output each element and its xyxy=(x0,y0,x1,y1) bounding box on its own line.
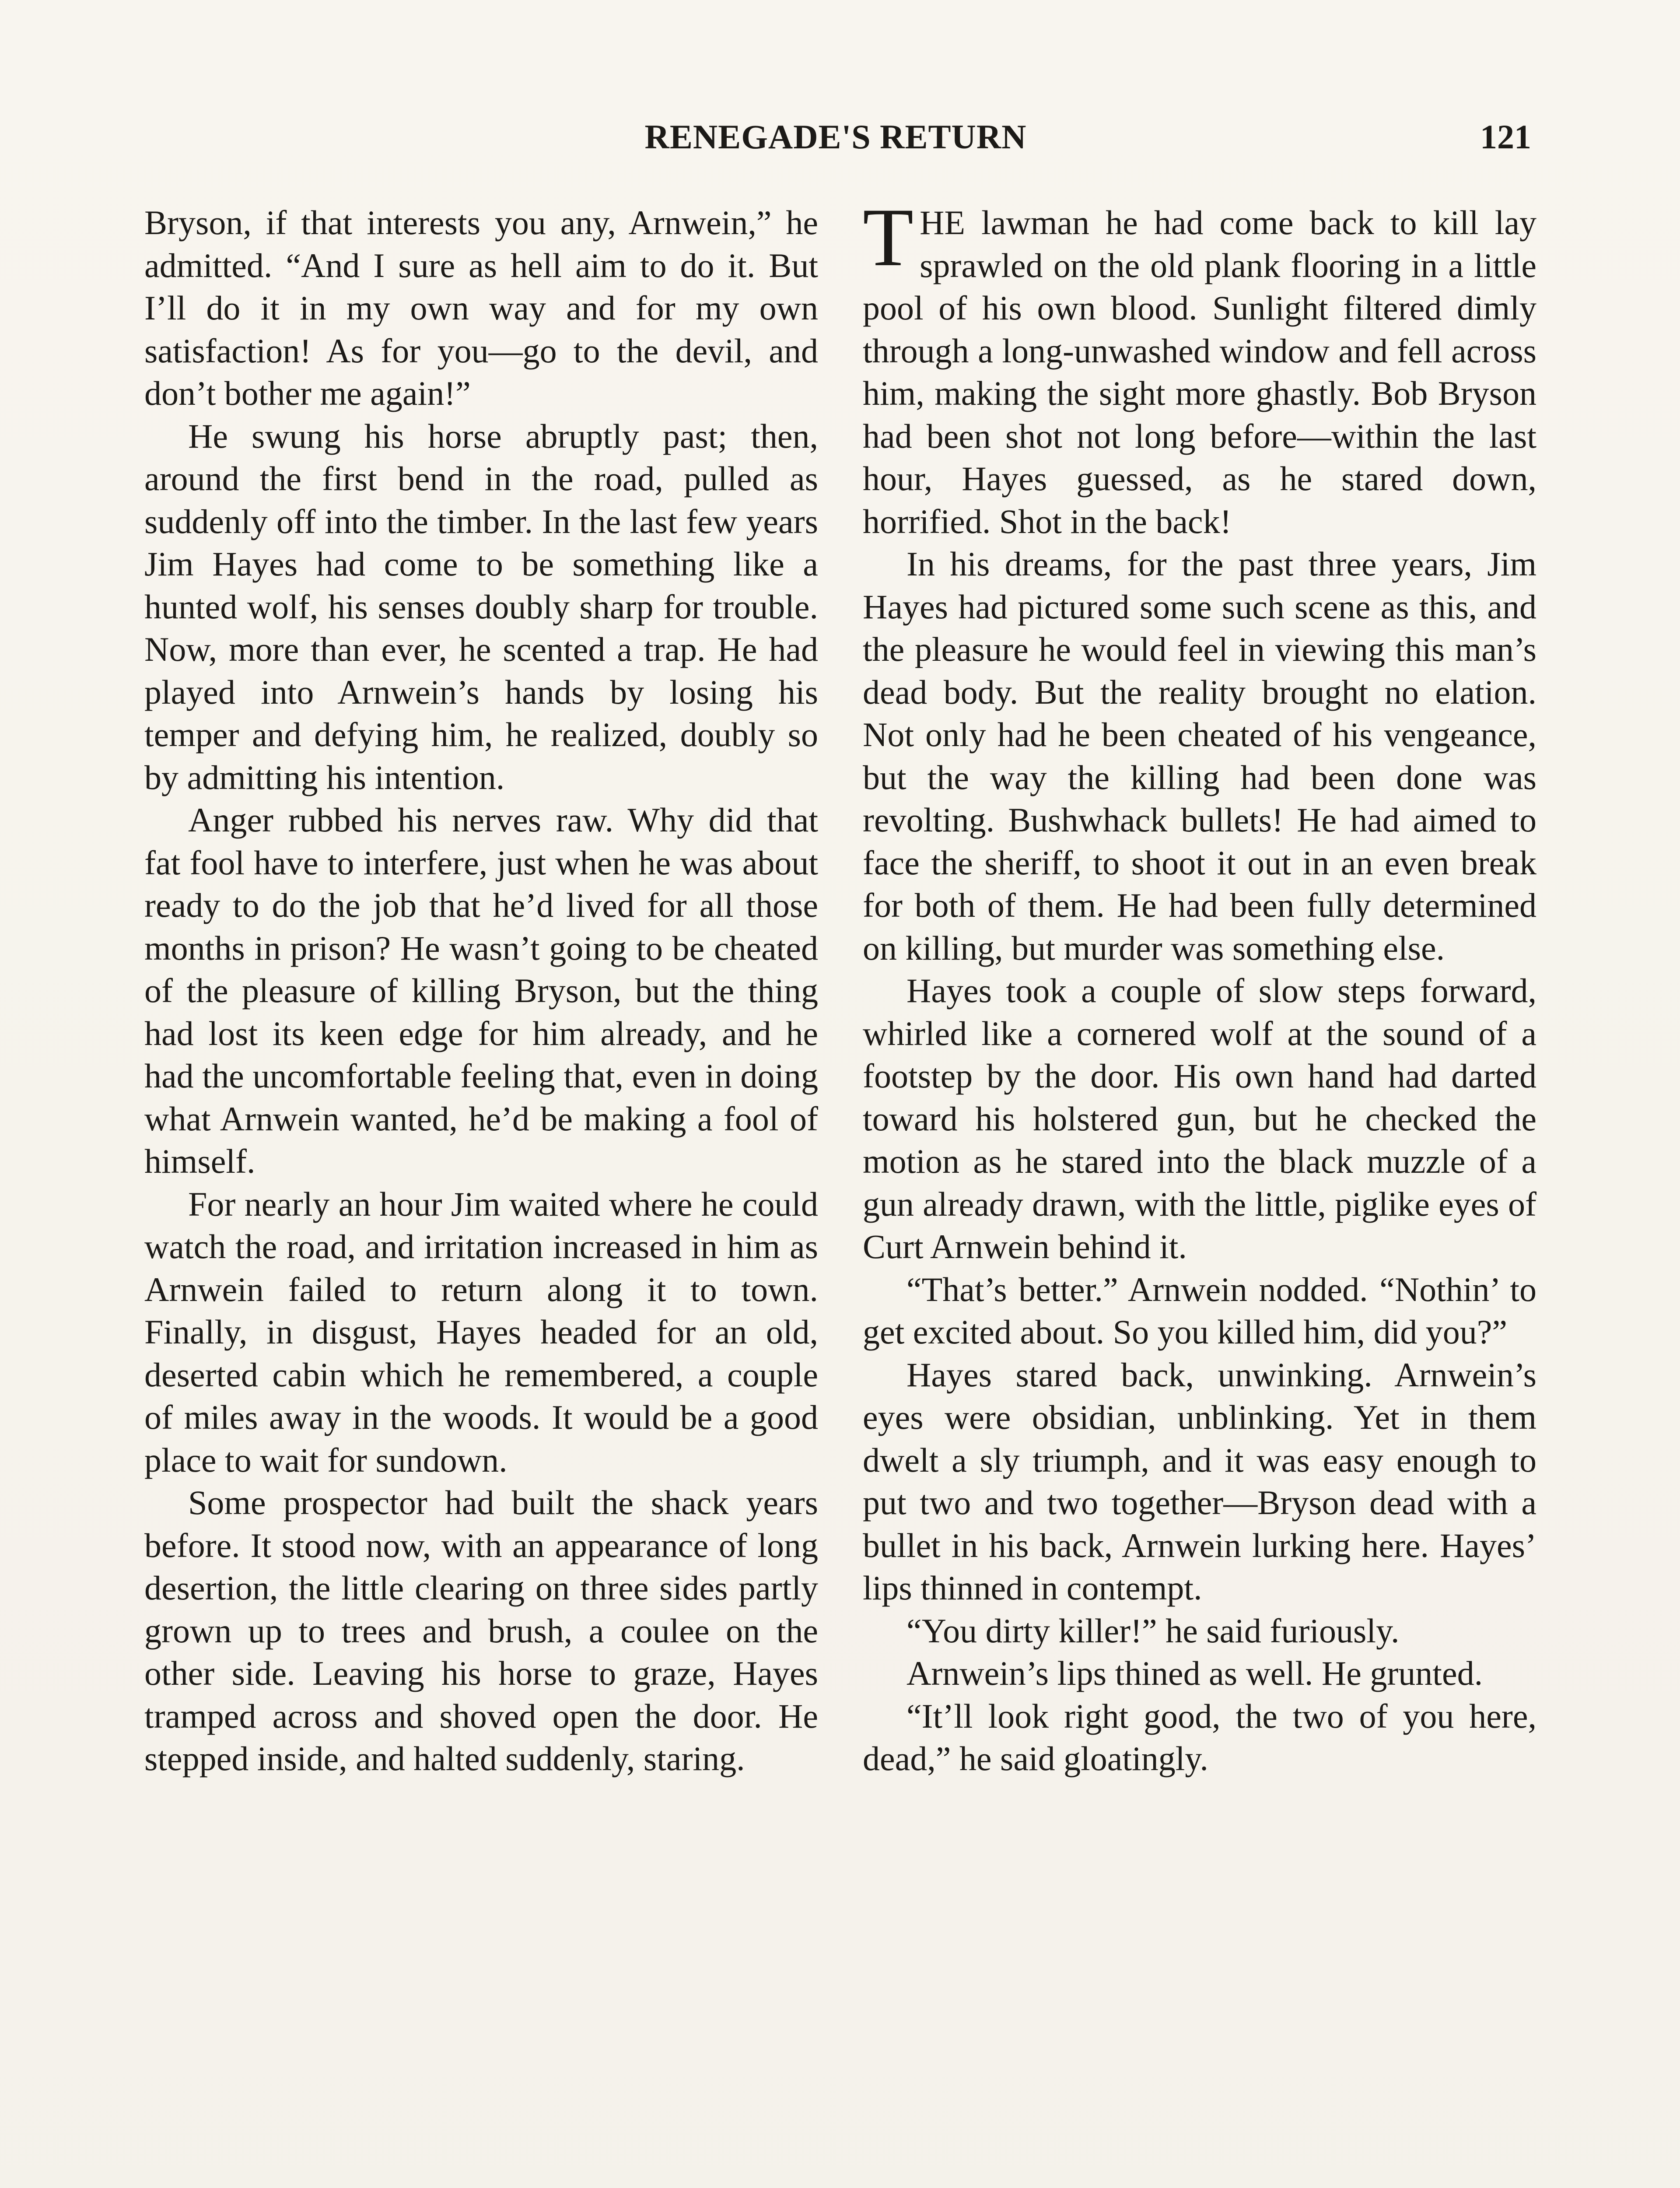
opening-paragraph-text: HE lawman he had come back to kill lay sprawled on the old plank flooring in a little pool of his own blood. Sunlight filtered dimly through a long-unwashed window and fell across him, making the sight more ghastly. Bob Bryson had been shot not long before—within the last hour, Hayes guessed, as he stared down, horrified. Shot in the back! xyxy=(863,203,1536,540)
paragraph: He swung his horse abruptly past; then, around the first bend in the road, pulled as suddenly off into the timber. In the last few years Jim Hayes had come to be something like a hunted wolf, his senses doubly sharp for trouble. Now, more than ever, he scented a trap. He had played into Arnwein’s hands by losing his temper and defying him, he realized, doubly so by admitting his intention. xyxy=(144,417,818,796)
paragraph: For nearly an hour Jim waited where he could watch the road, and irritation increased in him as Arnwein failed to return along it to town. Finally, in disgust, Hayes headed for an old, deserted cabin which he remembered, a couple of miles away in the woods. It would be a good place to wait for sundown. xyxy=(144,1185,818,1479)
running-title: RENEGADE'S RETURN xyxy=(644,118,1027,156)
page-header xyxy=(140,117,1531,165)
paragraph: Arnwein’s lips thined as well. He grunted. xyxy=(906,1654,1483,1692)
right-column xyxy=(863,201,1536,2188)
paragraph: “That’s better.” Arnwein nodded. “Nothin’ to get excited about. So you killed him, did you?” xyxy=(863,1270,1536,1351)
paragraph: In his dreams, for the past three years, Jim Hayes had pictured some such scene as this, and the pleasure he would feel in viewing this man’s dead body. But the reality brought no elation. Not only had he been cheated of his vengeance, but the way the killing had been done was revolting. Bushwhack bullets! He had aimed to face the sheriff, to shoot it out in an even break for both of them. He had been fully determined on killing, but murder was something else. xyxy=(863,545,1536,967)
paragraph: “You dirty killer!” he said furiously. xyxy=(906,1611,1400,1650)
paragraph: Anger rubbed his nerves raw. Why did that fat fool have to interfere, just when he was about ready to do the job that he’d lived for all those months in prison? He wasn’t going to be cheated of the pleasure of killing Bryson, but the thing had lost its keen edge for him already, and he had the uncomfortable feeling that, even in doing what Arnwein wanted, he’d be making a fool of himself. xyxy=(144,801,818,1180)
paragraph: Bryson, if that interests you any, Arnwein,” he admitted. “And I sure as hell aim to do it. But I’ll do it in my own way and for my own satisfaction! As for you—go to the devil, and don’t bother me again!” xyxy=(144,203,818,412)
left-column xyxy=(144,201,818,2188)
paragraph: Hayes stared back, unwinking. Arnwein’s eyes were obsidian, unblinking. Yet in them dwelt a sly triumph, and it was easy enough to put two and two together—Bryson dead with a bullet in his back, Arnwein lurking here. Hayes’ lips thinned in contempt. xyxy=(863,1355,1536,1607)
drop-cap: T xyxy=(863,201,914,284)
paragraph: Some prospector had built the shack years before. It stood now, with an appearance of long desertion, the little clearing on three sides partly grown up to trees and brush, a coulee on the other side. Leaving his horse to graze, Hayes tramped across and shoved open the door. He stepped inside, and halted suddenly, staring. xyxy=(144,1483,818,1778)
paragraph: Hayes took a couple of slow steps forward, whirled like a cornered wolf at the sound of a footstep by the door. His own hand had darted toward his holstered gun, but he checked the motion as he stared into the black muzzle of a gun already drawn, with the little, piglike eyes of Curt Arnwein behind it. xyxy=(863,971,1536,1266)
paragraph: “It’ll look right good, the two of you here, dead,” he said gloatingly. xyxy=(863,1697,1536,1778)
page-number: 121 xyxy=(1480,118,1531,156)
opening-paragraph xyxy=(863,201,1536,543)
